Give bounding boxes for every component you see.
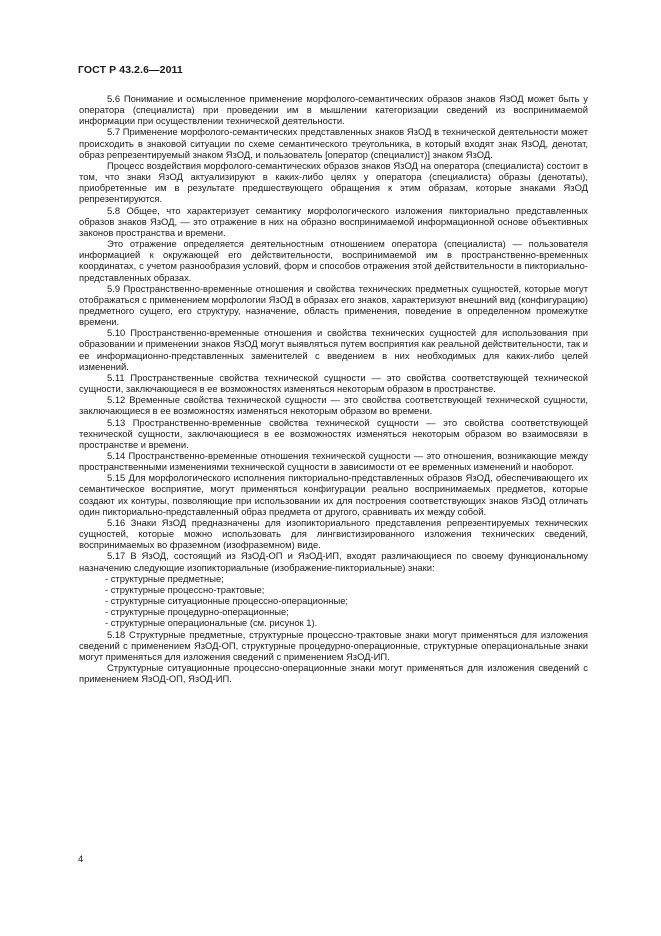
list-item: - структурные предметные; — [105, 572, 224, 584]
sign-types-list — [79, 573, 588, 629]
list-item: - структурные процессно-трактовые; — [105, 583, 265, 595]
paragraph-5-16: 5.16 Знаки ЯзОД предназначены для изопикториального представления репрезентируемых технических сущностей, которые можно использовать для лингвистизированного изложения технических сведений, воспринимаемых во фраземном (изофраземном) виде. — [79, 516, 588, 551]
list-item: - структурные ситуационные процессно-операционные; — [105, 595, 349, 607]
page-number: 4 — [78, 853, 84, 864]
paragraph-5-7: 5.7 Применение морфолого-семантических представленных знаков ЯзОД в технической деятельности может происходить в знаковой ситуации по схеме семантического треугольника, в который входят знак ЯзОД, денотат, образ репрезентируемый знаком ЯзОД, и пользователь [оператор (специалист)] знаком ЯзОД. — [79, 126, 588, 160]
document-header: ГОСТ Р 43.2.6—2011 — [78, 64, 183, 76]
list-item: - структурные процедурно-операционные; — [105, 606, 289, 618]
paragraph-5-17: 5.17 В ЯзОД, состоящий из ЯзОД-ОП и ЯзОД-ИП, входят различающиеся по своему функциональному назначению следующие изопикториальные (изображение-пикториальные) знаки: — [79, 550, 588, 573]
paragraph-5-18-situational: Структурные ситуационные процессно-операционные знаки могут применяться для изложения сведений с применением ЯзОД-ОП, ЯзОД-ИП. — [79, 661, 588, 685]
paragraph-5-6: 5.6 Понимание и осмысленное применение морфолого-семантических образов знаков ЯзОД может быть у оператора (специалиста) при проведении им в мышлении категоризации сведений из воспринимаемой информации при осуществлении технической деятельности. — [79, 93, 588, 127]
paragraph-5-10: 5.10 Пространственно-временные отношения и свойства технических сущностей для использования при образовании и применении знаков ЯзОД могут выявляться путем восприятия как реальной действительности, так и ее информационно-представленных заменителей с введением в них необходимых для каких-либо целей изменений. — [79, 327, 588, 372]
paragraph-5-11: 5.11 Пространственные свойства технической сущности — это свойства соответствующей технической сущности, заключающиеся в ее возможностях изменяться некоторым образом в пространстве. — [79, 371, 588, 395]
paragraph-5-15: 5.15 Для морфологического исполнения пикториально-представленных образов ЯзОД, обеспечивающего их семантическое восприятие, могут применяться конфигурации реально воспринимаемых предметов, которые создают их контуры, позволяющие при использовании их для построения соответствующих знаков ЯзОД отличать один пикториально-представленный образ предмета от другого, сравнивать их между собой. — [79, 472, 588, 517]
paragraph-5-8-reflection: Это отражение определяется деятельностным отношением оператора (специалиста) — пользователя информацией к окружающей его действительности, воспринимаемой им в пространственно-временных координатах, с учетом разнообразия условий, форм и способов отражения этой действительности в пикториально-представленных образах. — [79, 238, 588, 283]
document-body — [79, 93, 588, 684]
paragraph-5-14: 5.14 Пространственно-временные отношения технической сущности — это отношения, возникающие между пространственными изменениями технической сущности в зависимости от ее временных изменений и наоборот. — [79, 450, 588, 473]
list-item: - структурные операциональные (см. рисунок 1). — [105, 617, 318, 629]
paragraph-5-9: 5.9 Пространственно-временные отношения и свойства технических предметных сущностей, которые могут отображаться с применением морфологии ЯзОД в образах его знаков, характеризуют внешний вид (конфигурацию) предметного сущего, его структуру, назначение, область применения, поведение в определенном промежутке времени. — [79, 282, 588, 328]
paragraph-5-7-process: Процесс воздействия морфолого-семантических образов знаков ЯзОД на оператора (специалиста) состоит в том, что знаки ЯзОД актуализируют в каких-либо целях у оператора (специалиста) образы (денотаты), приобретенные им в результате предшествующего обращения к этим образам, которые знаками ЯзОД репрезентируются. — [79, 159, 588, 205]
paragraph-5-18: 5.18 Структурные предметные, структурные процессно-трактовые знаки могут применяться для изложения сведений с применением ЯзОД-ОП, структурные процедурно-операционные, структурные операциональные знаки могут применяться для изложения сведений с применением ЯзОД-ИП. — [79, 628, 588, 662]
paragraph-5-8: 5.8 Общее, что характеризует семантику морфологического изложения пикториально представленных образов знаков ЯзОД, — это отражение в них на образно воспринимаемой информационной основе объективных законов пространства и времени. — [79, 204, 588, 238]
paragraph-5-12: 5.12 Временные свойства технической сущности — это свойства соответствующей технической сущности, заключающиеся в ее возможностях изменяться некоторым образом во времени. — [79, 394, 588, 417]
paragraph-5-13: 5.13 Пространственно-временные свойства технической сущности — это свойства соответствующей технической сущности, заключающиеся в ее возможностях изменяться некоторым образом во взаимосвязи в пространстве и времени. — [79, 416, 588, 450]
